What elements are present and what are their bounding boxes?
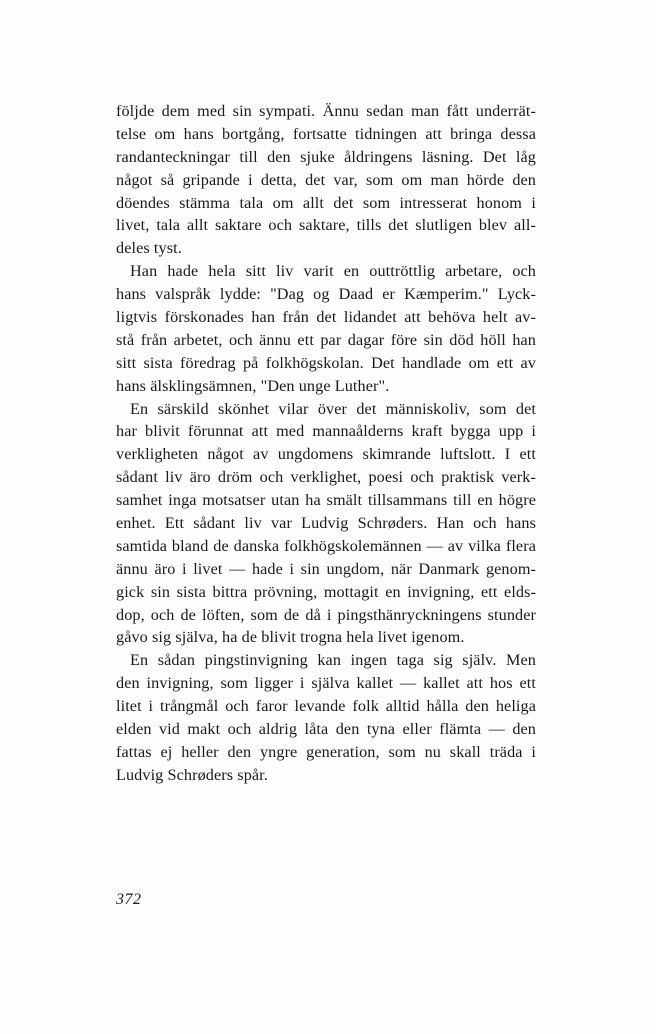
text-line: sådant liv äro dröm och verklighet, poesi och praktisk verk- xyxy=(116,468,536,487)
text-line: livet, tala allt saktare och saktare, tills det slutligen blev all- xyxy=(116,216,536,235)
text-line: sitt sista föredrag på folkhögskolan. Det handlade om ett av xyxy=(116,353,536,372)
text-line: litet i trångmål och faror levande folk alltid hålla den heliga xyxy=(116,697,536,716)
text-line: En sådan pingstinvigning kan ingen taga sig själv. Men xyxy=(130,651,536,670)
body-text xyxy=(116,100,536,787)
text-line: dop, och de löften, som de då i pingsthänryckningens stunder xyxy=(116,605,536,624)
text-line: Han hade hela sitt liv varit en outtröttlig arbetare, och xyxy=(130,262,536,281)
text-line: stå från arbetet, och ännu ett par dagar före sin död höll han xyxy=(116,330,536,349)
text-line: fattas ej heller den yngre generation, som nu skall träda i xyxy=(116,742,536,761)
text-line: hans valspråk lydde: "Dag og Daad er Kæmperim." Lyck- xyxy=(116,285,536,304)
text-line: verkligheten något av ungdomens skimrande luftslott. I ett xyxy=(116,445,536,464)
text-line: gick sin sista bittra prövning, mottagit en invigning, ett elds- xyxy=(116,582,536,601)
text-line: har blivit förunnat att med mannaålderns kraft bygga upp i xyxy=(116,422,536,441)
text-line: gåvo sig själva, ha de blivit trogna hela livet igenom. xyxy=(116,628,465,647)
text-line: elden vid makt och aldrig låta den tyna eller flämta — den xyxy=(116,720,536,739)
text-line: Ludvig Schrøders spår. xyxy=(116,765,268,784)
text-line: hans älsklingsämnen, "Den unge Luther". xyxy=(116,376,390,395)
text-line: enhet. Ett sådant liv var Ludvig Schrøders. Han och hans xyxy=(116,514,536,533)
text-line: samhet inga motsatser utan ha smält tillsammans till en högre xyxy=(116,491,536,510)
text-line: något så gripande i detta, det var, som om man hörde den xyxy=(116,170,536,189)
text-line: följde dem med sin sympati. Ännu sedan man fått underrät- xyxy=(116,102,536,120)
page-number: 372 xyxy=(116,891,142,908)
paragraph xyxy=(116,100,536,260)
text-line: deles tyst. xyxy=(116,239,182,258)
paragraph xyxy=(116,398,536,650)
paragraph xyxy=(116,260,536,397)
text-line: ligtvis förskonades han från det lidandet att behöva helt av- xyxy=(116,308,536,327)
text-line: samtida bland de danska folkhögskolemännen — av vilka flera xyxy=(116,536,536,555)
text-line: En särskild skönhet vilar över det människoliv, som det xyxy=(130,399,536,418)
text-line: ännu äro i livet — hade i sin ungdom, när Danmark genom- xyxy=(116,559,536,578)
text-line: randanteckningar till den sjuke åldringens läsning. Det låg xyxy=(116,147,536,166)
text-line: döendes stämma tala om allt det som intresserat honom i xyxy=(116,193,536,212)
paragraph xyxy=(116,649,536,786)
text-line: den invigning, som ligger i själva kallet — kallet att hos ett xyxy=(116,674,536,693)
text-line: telse om hans bortgång, fortsatte tidningen att bringa dessa xyxy=(116,124,536,143)
